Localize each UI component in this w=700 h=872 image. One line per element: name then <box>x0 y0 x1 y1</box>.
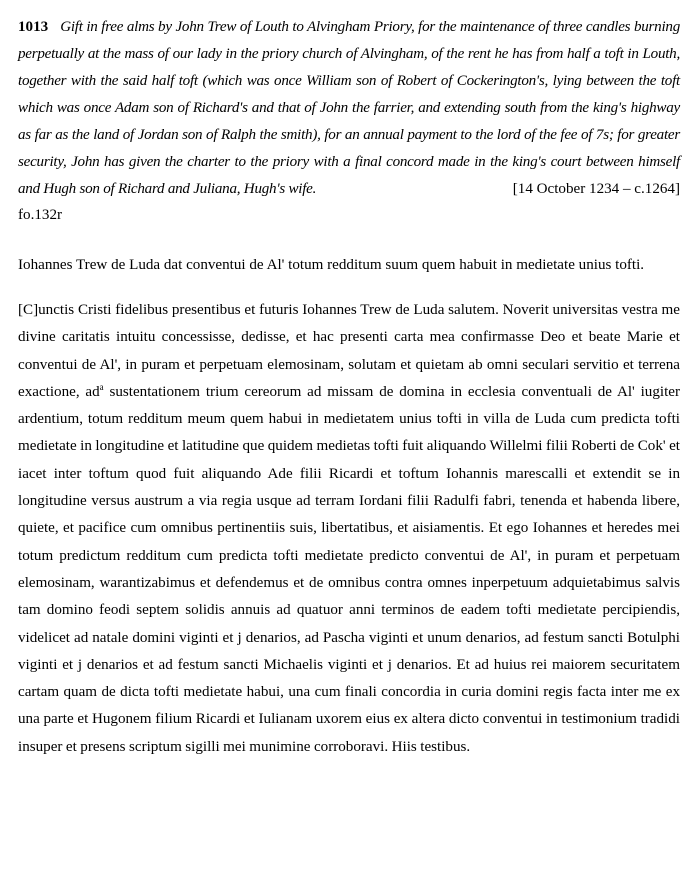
footnote-marker: a <box>99 381 104 392</box>
charter-text-part-1: [C]unctis Cristi fidelibus presentibus et futuris Iohannes Trew de Luda salutem. Noverit universitas vestra me divine caritatis intuitu concessisse, dedisse, et hac presenti carta mea confirmasse Deo et beate Marie et conventui de Al', in puram et perpetuam elemosinam, solutam et quietam ab omni seculari servitio et terrena exactione, ad <box>18 302 680 400</box>
entry-summary-text: Gift in free alms by John Trew of Louth to Alvingham Priory, for the maintenance of three candles burning perpetually at the mass of our lady in the priory church of Alvingham, of the rent he has from half a toft in Louth, together with the said half toft (which was once William son of Robert of Cockerington's, lying between the toft which was once Adam son of Richard's and that of John the farrier, and extending south from the king's highway as far as the land of Jordan son of Ralph the smith), for an annual payment to the lord of the fee of 7s; for greater security, John has given the charter to the priory with a final concord made in the king's court between himself and Hugh son of Richard and Juliana, Hugh's wife. <box>18 19 680 197</box>
entry-number: 1013 <box>18 19 49 35</box>
folio-reference: fo.132r <box>18 207 63 223</box>
charter-text <box>18 297 680 761</box>
charter-rubric: Iohannes Trew de Luda dat conventui de Al' totum redditum suum quem habuit in medietate unius tofti. <box>18 257 645 273</box>
charter-text-part-2: sustentationem trium cereorum ad missam de domina in ecclesia conventuali de Al' iugiter ardentium, totum redditum meum quem habui in medietatem unius tofti in villa de Luda cum predicta tofti medietate in longitudine et latitudine que quidem medietas tofti fuit aliquando Willelmi filii Roberti de Cok' et iacet inter toftum quod fuit aliquando Ade filii Ricardi et toftum Iohannis marescalli et extendit se in longitudine versus austrum a via regia usque ad terram Iordani filii Radulfi fabri, tenenda et habenda libere, quiete, et pacifice cum omnibus pertinentiis suis, libertatibus, et aisiamentis. Et ego Iohannes et heredes mei totum predictum redditum cum predicta tofti medietate predicto conventui de Al', in puram et perpetuam elemosinam, warantizabimus et defendemus et de omnibus contra omnes inperpetuum adquietabimus salvis tam domino feodi septem solidis annuis ad quatuor anni terminos de eadem tofti medietate percipiendis, videlicet ad natale domini viginti et j denarios, ad Pascha viginti et unum denarios, ad festum sancti Botulphi viginti et j denarios et ad festum sancti Michaelis viginti et j denarios. Et ad huius rei maiorem securitatem cartam quam de dicta tofti medietate habui, una cum finali concordia in curia domini regis facta inter me ex una parte et Hugonem filium Ricardi et Iulianam uxorem eius ex altera dicto conventui in testimonium tradidi insuper et presens scriptum sigilli mei munimine corroboravi. Hiis testibus. <box>18 383 680 755</box>
entry-date-range: [14 October 1234 – c.1264] <box>512 181 680 197</box>
entry-summary <box>18 14 680 203</box>
